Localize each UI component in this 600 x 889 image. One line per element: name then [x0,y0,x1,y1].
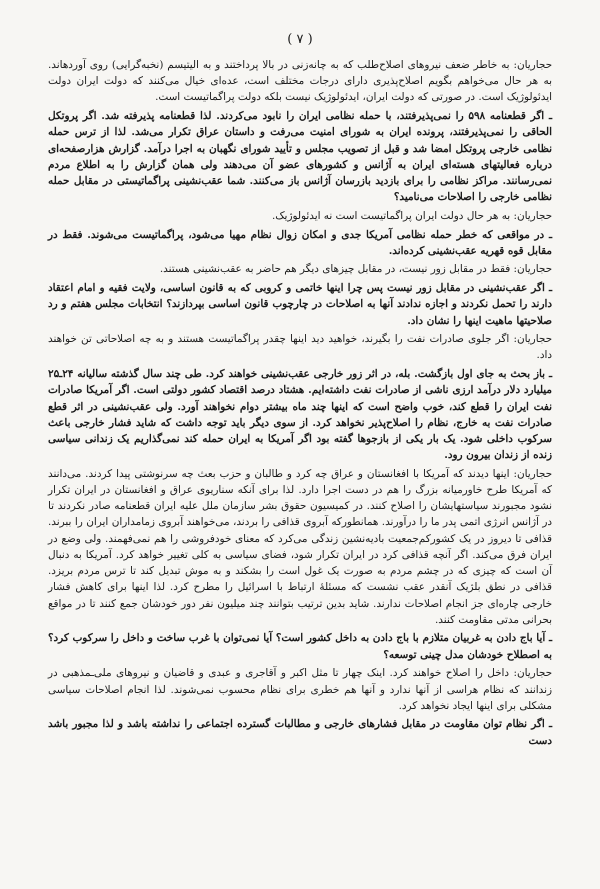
interview-text [48,57,552,749]
speaker-name: حجاریان: [513,263,552,276]
paragraph-text: داخل را اصلاح خواهند کرد. اینک چهار تا مثل اکبر و آقاجری و عبدی و قاضیان و نیروهای ملی‌ـمذهبی در زندانند که نظام هراسی از آنها ندارد و آنها هم خطری برای نظام محسوب نمی‌شوند. لذا انجام اصلاحات سیاسی مشکلی برای اینها ایجاد نخواهد کرد. [48,667,552,712]
question-paragraph [48,280,552,329]
question-paragraph [48,108,552,205]
paragraph-text: اگر جلوی صادرات نفت را بگیرند، خواهید دید اینها چقدر پراگماتیست هستند و به چه اصلاحاتی تن خواهند داد. [48,333,552,362]
answer-paragraph [48,261,552,277]
paragraph-text: ـ اگر قطعنامه ۵۹۸ را نمی‌پذیرفتند، با حمله نظامی ایران را نابود می‌کردند. لذا قطعنامه پذیرفته شد. اگر پروتکل الحاقی را نمی‌پذیرفتند، پرونده ایران به شورای امنیت می‌رفت و داستان عراق تکرار می‌شد. لذا از ترس حمله نظامی خارجی پروتکل امضا شد و قبل از تصویب مجلس و تأیید شورای نگهبان به اجرا درآمد. گزارش هزارصفحه‌ای درباره فعالیتهای هسته‌ای ایران به آژانس و کشورهای عضو آن می‌دهند ولی همان گزارش را به اطلاع مردم نمی‌رسانند. مراکز نظامی را برای بازدید بازرسان آژانس باز می‌کنند. شما عقب‌نشینی پراگماتیستی در مقابل حمله نظامی خارجی را اصلاحات می‌نامید؟ [48,110,552,204]
speaker-name: حجاریان: [513,59,552,71]
question-paragraph [48,227,552,259]
question-paragraph [48,716,552,748]
paragraph-text: به هر حال دولت ایران پراگماتیست است نه ایدئولوژیک. [271,209,511,222]
answer-paragraph [48,331,552,363]
speaker-name: حجاریان: [513,667,552,680]
answer-paragraph [48,466,552,628]
paragraph-text: ـ اگر نظام توان مقاومت در مقابل فشارهای خارجی و مطالبات گسترده اجتماعی را نداشته باشد و لذا مجبور باشد دست [48,718,552,747]
paragraph-text: ـ اگر عقب‌نشینی در مقابل زور نیست پس چرا اینها خاتمی و کروبی که به قانون اساسی، ولایت فقیه و امام اعتقاد دارند را تحمل نکردند و اجازه ندادند آنها به اصلاحات در چارچوب قانون اساسی بپردازند؟ انتخابات مجلس هفتم و رد صلاحیتها ماهیت اینها را نشان داد. [48,282,552,327]
question-paragraph [48,366,552,463]
answer-paragraph [48,665,552,714]
question-paragraph [48,630,552,662]
answer-paragraph [48,57,552,106]
paragraph-text: اینها دیدند که آمریکا با افغانستان و عراق چه کرد و طالبان و حزب بعث چه سرنوشتی پیدا کردند. می‌دانند که آمریکا طرح خاورمیانه بزرگ را هم در دست اجرا دارد. لذا برای آنکه سناریوی عراق و افغانستان در ایران تکرار نشود مجبورند سیاستهایشان را اصلاح کنند. در کمیسیون حقوق بشر سازمان ملل علیه ایران قطعنامه صادر نکردند تا در آژانس انرژی اتمی پدر ما را درآورند. همانطورکه آبروی قذافی را بردند، می‌خواهند آبروی زمامداران ایران را ببرند. قذافی تا دیروز در یک کشورکم‌جمعیت بادیه‌نشین زندگی می‌کرد که معنای خودفروشی را هم نمی‌فهمند. ولی وضع در ایران فرق می‌کند. اگر آنچه قذافی کرد در ایران تکرار شود، فضای سیاسی به کلی تغییر خواهد کرد. آمریکا به دنبال آن است که چیزی که در چشم مردم به صورت یک غول است را بشکند و به موش تبدیل کند تا ترس مردم بریزد. قذافی در نطق بلژیک آنقدر عقب نشست که مسئلهٔ ارتباط با اسرائیل را مطرح کرد. لذا اینها برای کاهش فشار خارجی چاره‌ای جز انجام اصلاحات ندارند. شاید بدین ترتیب بتوانند چند میلیون نفر دور خودشان جمع کنند تا در مواقع بحرانی مدتی مقاومت کنند. [48,467,552,626]
paragraph-text: فقط در مقابل زور نیست، در مقابل چیزهای دیگر هم حاضر به عقب‌نشینی هستند. [159,263,511,276]
paragraph-text: به خاطر ضعف نیروهای اصلاح‌طلب که به چانه‌زنی در بالا پرداختند و به الیتیسم (نخبه‌گرایی) روی آوردهاند. به هر حال می‌خواهم بگویم اصلاح‌پذیری دارای درجات مختلف است، عده‌ای خیال می‌کنند که دولت ایران دولت ایدئولوژیک است. در صورتی که دولت ایران، ایدئولوژیک نیست بلکه دولت پراگماتیست است. [48,59,552,104]
speaker-name: حجاریان: [513,209,552,222]
paragraph-text: ـ در مواقعی که خطر حمله نظامی آمریکا جدی و امکان زوال نظام مهیا می‌شود، پراگماتیست می‌شوند. فقط در مقابل قوه قهریه عقب‌نشینی کرده‌اند. [48,228,552,257]
speaker-name: حجاریان: [513,333,552,346]
page-number: ( ۷ ) [287,32,313,47]
paragraph-text: ـ باز بحث به جای اول بازگشت. بله، در اثر زور خارجی عقب‌نشینی خواهند کرد. طی چند سال گذشته سالیانه ۲۴ـ۲۵ میلیارد دلار درآمد ارزی ناشی از صادرات نفت داشته‌ایم. هشتاد درصد اقتصاد کشور دولتی است. اگر آمریکا صادرات نفت ایران را قطع کند، خوب واضح است که اینها چند ماه بیشتر دوام نخواهند آورد. ولی عقب‌نشینی در اثر قطع صادرات نفت به خارج، نظام را اصلاح‌پذیر نخواهد کرد. از سوی دیگر باید توجه داشت که شاید فشار خارجی باعث سرکوب داخلی شود. یک بار یکی از بازجوها گفته بود اگر آمریکا به ایران حمله کند نمی‌گذاریم یک زندانی سیاسی زنده از زندان بیرون رود. [48,368,552,462]
answer-paragraph [48,208,552,224]
speaker-name: حجاریان: [513,467,552,480]
paragraph-text: ـ آیا باج دادن به غربیان متلازم با باج دادن به داخل کشور است؟ آیا نمی‌توان با غرب ساخت و داخل را سرکوب کرد؟ به اصطلاح خودشان مدل چینی توسعه؟ [48,632,552,661]
